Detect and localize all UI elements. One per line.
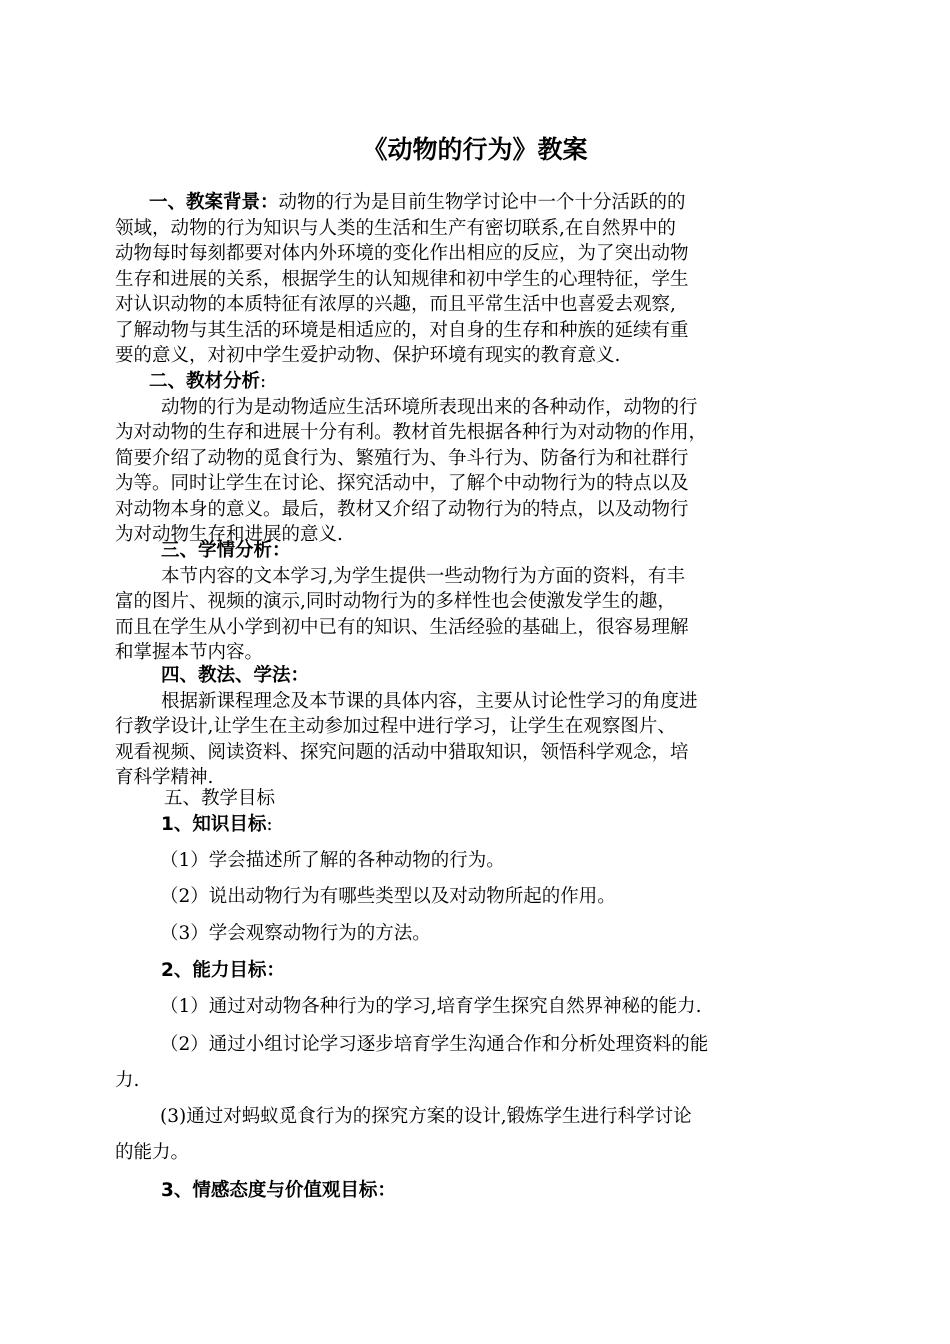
paragraph-line: 动物每时每刻都要对体内外环境的变化作出相应的反应，为了突出动物 <box>115 243 689 264</box>
knowledge-item: （3）学会观察动物行为的方法。 <box>160 923 431 944</box>
ability-item: （1）通过对动物各种行为的学习,培育学生探究自然界神秘的能力. <box>160 996 702 1017</box>
section-methods <box>115 663 825 791</box>
paragraph-line: 为对动物的生存和进展十分有利。教材首先根据各种行为对动物的作用， <box>115 422 708 443</box>
paragraph-line: 对动物本身的意义。最后，教材又介绍了动物行为的特点，以及动物行 <box>115 498 689 520</box>
section-heading-objectives <box>164 786 275 812</box>
paragraph-line: 生存和进展的关系，根据学生的认知规律和初中学生的心理特征，学生 <box>115 268 689 290</box>
knowledge-item: （2）说出动物行为有哪些类型以及对动物所起的作用。 <box>160 886 616 907</box>
paragraph-line: 本节内容的文本学习,为学生提供一些动物行为方面的资料，有丰 <box>161 565 685 587</box>
document-title: 《动物的行为》教案 <box>362 135 588 164</box>
paragraph-line: 观看视频、阅读资料、探究问题的活动中猎取知识，领悟科学观念，培 <box>115 741 689 763</box>
ability-heading: 2、能力目标： <box>161 960 285 981</box>
ability-item: (3)通过对蚂蚁觅食行为的探究方案的设计,锻炼学生进行科学讨论 <box>160 1106 692 1127</box>
ability-item: （2）通过小组讨论学习逐步培育学生沟通合作和分析处理资料的能 <box>160 1034 709 1055</box>
paragraph-line: 了解动物与其生活的环境是相适应的，对自身的生存和种族的延续有重 <box>115 319 689 341</box>
subheading: 1、知识目标 <box>161 814 267 835</box>
section-background <box>115 190 825 369</box>
knowledge-heading <box>161 812 273 838</box>
paragraph-line: 行教学设计,让学生在主动参加过程中进行学习，让学生在观察图片、 <box>115 716 676 737</box>
paragraph-line: 而且在学生从小学到初中已有的知识、生活经验的基础上，很容易理解 <box>115 616 689 638</box>
paragraph-line: 和掌握本节内容。 <box>115 642 264 663</box>
paragraph-line: 根据新课程理念及本节课的具体内容，主要从讨论性学习的角度进 <box>161 690 698 712</box>
section-material-analysis <box>115 369 825 548</box>
ability-item-continuation: 的能力。 <box>115 1142 190 1163</box>
ability-item-continuation: 力. <box>115 1070 140 1091</box>
section-heading: 二、教材分析 <box>149 371 261 392</box>
section-heading: 五、教学目标 <box>164 788 276 809</box>
paragraph-line: 为等。同时让学生在讨论、探究活动中，了解个中动物行为的特点以及 <box>115 473 689 494</box>
heading-colon: : <box>266 814 273 835</box>
paragraph-line: 简要介绍了动物的觅食行为、繁殖行为、争斗行为、防备行为和社群行 <box>115 447 689 469</box>
paragraph-line: 对认识动物的本质特征有浓厚的兴趣，而且平常生活中也喜爱去观察, <box>115 294 676 315</box>
section-heading: 三、学情分析： <box>161 540 291 561</box>
paragraph-line: 育科学精神. <box>115 767 214 788</box>
heading-colon: : <box>260 371 267 392</box>
section-heading: 一、教案背景： <box>149 192 279 213</box>
paragraph-line: 动物的行为是动物适应生活环境所表现出来的各种动作，动物的行 <box>161 396 698 418</box>
paragraph-line: 富的图片、视频的演示,同时动物行为的多样性也会使激发学生的趣， <box>115 591 676 612</box>
paragraph-line: 要的意义，对初中学生爱护动物、保护环境有现实的教育意义. <box>115 345 621 366</box>
section-learner-analysis <box>115 538 825 666</box>
section-heading: 四、教法、学法： <box>161 665 310 686</box>
paragraph-line: 为对动物生存和进展的意义. <box>115 524 343 545</box>
emotion-heading: 3、情感态度与价值观目标： <box>161 1180 396 1201</box>
paragraph-line: 动物的行为是目前生物学讨论中一个十分活跃的的 <box>278 192 686 213</box>
knowledge-item: （1）学会描述所了解的各种动物的行为。 <box>160 850 505 871</box>
paragraph-line: 领域，动物的行为知识与人类的生活和生产有密切联系,在自然界中的 <box>115 217 676 239</box>
